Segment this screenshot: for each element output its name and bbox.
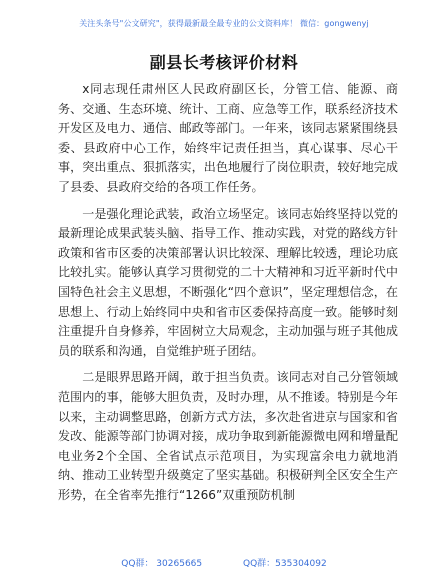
- header-promo-note: 关注头条号"公文研究"，获得最新最全最专业的公文资料库！ 微信：gongwenyj: [79, 19, 369, 28]
- body-paragraph-responsibility: 二是眼界思路开阔，敢于担当负责。该同志对自己分管领域范围内的事，能够大胆负责，及时办理，从不推诿。特别是今年以来，主动调整思路，创新方式方法，多次赴省进京与国家和省发改、能源等部门协调对接，成功争取到新能源微电网和增量配电业务2个全国、全省试点示范项目，为实现富余电力就地消纳、推动工业转型升级奠定了坚实基础。积极研判全区安全生产形势，在全省率先推行“1266”双重预防机制: [58, 370, 398, 502]
- body-paragraph-intro: x同志现任肃州区人民政府副区长，分管工信、能源、商务、交通、生态环境、统计、工商、应急等工作，联系经济技术开发区及电力、通信、邮政等部门。一年来，该同志紧紧围绕县委、县政府中心工作，始终牢记责任担当，真心谋事、尽心干事，突出重点、狠抓落实，出色地履行了岗位职责，较好地完成了县委、县政府交给的各项工作任务。: [58, 82, 398, 194]
- document-title: 副县长考核评价材料: [149, 53, 299, 72]
- body-paragraph-theory: 一是强化理论武装，政治立场坚定。该同志始终坚持以党的最新理论成果武装头脑、指导工作、推动实践，对党的路线方针政策和省市区委的决策部署认识比较深、理解比较透，理论功底比较扎实。能够认真学习贯彻党的二十大精神和习近平新时代中国特色社会主义思想，不断强化“四个意识”，坚定理想信念，在思想上、行动上始终同中央和省市区委保持高度一致。能够时刻注重提升自身修养，牢固树立大局观念，主动加强与班子其他成员的联系和沟通，自觉维护班子团结。: [58, 206, 398, 358]
- footer-qq-groups: [0, 556, 448, 569]
- document-body: [58, 80, 398, 512]
- footer-qq-group-1: QQ群： 30265665: [121, 559, 203, 569]
- footer-qq-group-2: QQ群：535304092: [243, 559, 327, 569]
